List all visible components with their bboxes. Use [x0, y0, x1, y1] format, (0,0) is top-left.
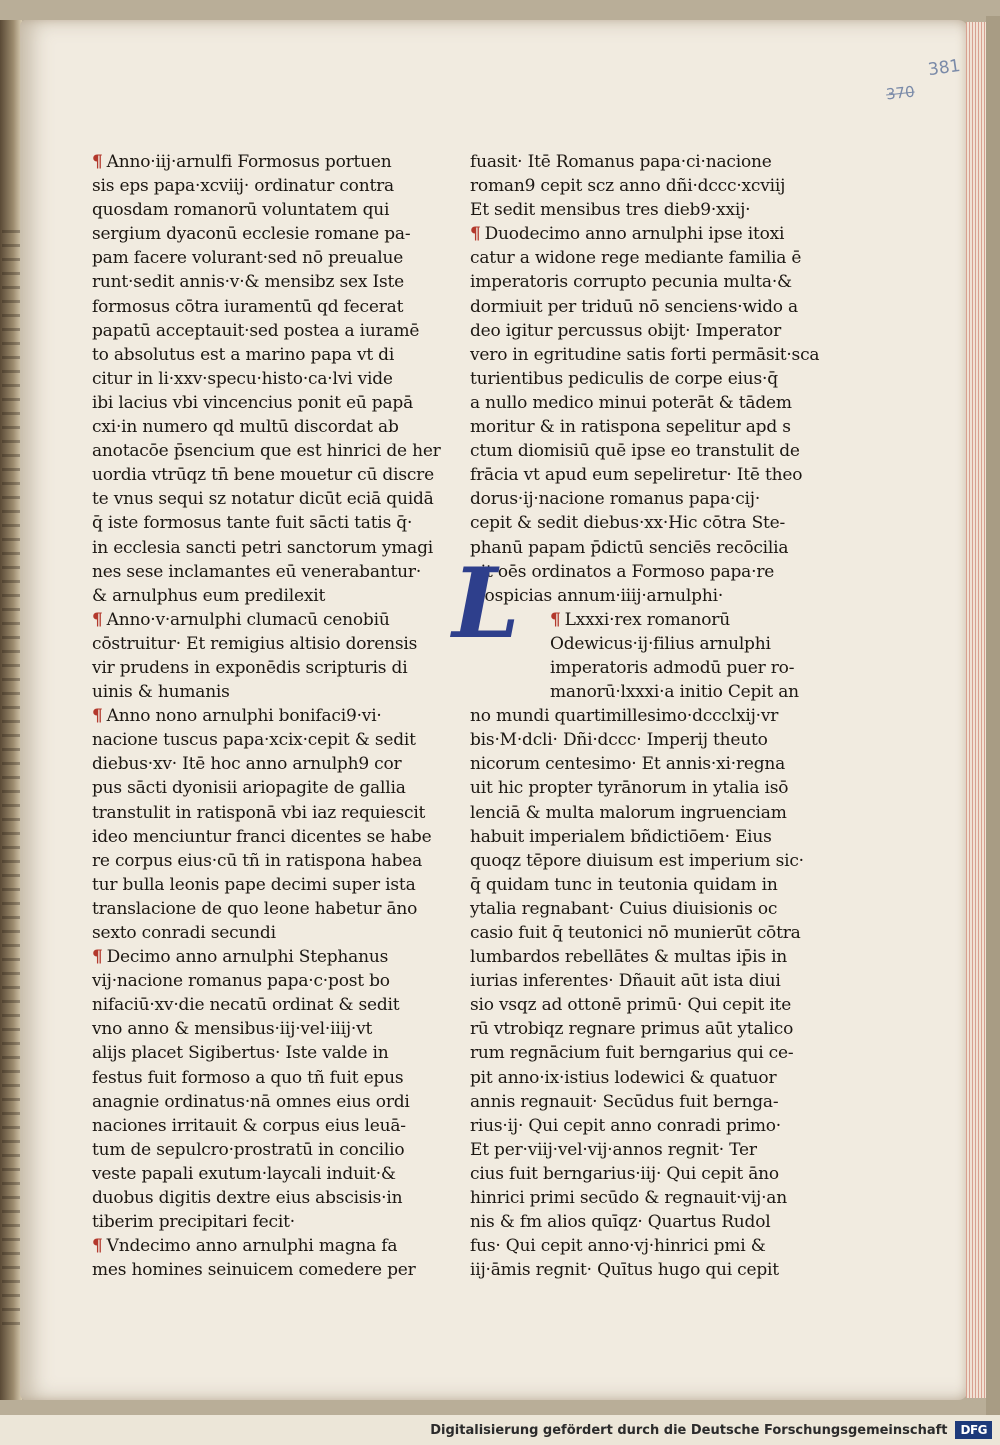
text-line [92, 343, 410, 367]
text-line [92, 921, 410, 945]
line-text: quoqz tēpore diuisum est imperium sic· [470, 850, 804, 871]
text-line [92, 680, 410, 704]
line-text: casio fuit q̄ teutonici nō munierūt cōtra [470, 923, 801, 943]
text-line [470, 921, 801, 945]
line-text: Lxxxi·rex romanorū [564, 609, 730, 630]
text-line [470, 728, 780, 752]
line-text: turientibus pediculis de corpe eius·q̄ [470, 368, 778, 389]
text-line [92, 1258, 416, 1282]
line-text: cepit & sedit diebus·xx·Hic cōtra Ste- [470, 513, 786, 534]
line-text: sio vsqz ad ottonē primū· Qui cepit ite [470, 995, 792, 1016]
line-text: fuasit· Itē Romanus papa·ci·nacione [470, 152, 772, 172]
line-text: rum regnācium fuit berngarius qui ce- [470, 1043, 794, 1064]
text-line [470, 222, 785, 246]
text-line [92, 560, 422, 584]
text-line [92, 776, 410, 800]
line-text: trospicias annum·iiij·arnulphi· [470, 585, 724, 606]
line-text: quosdam romanorū voluntatem qui [92, 200, 390, 221]
text-line [92, 511, 413, 535]
line-text: ytalia regnabant· Cuius diuisionis oc [470, 898, 778, 919]
line-text: papatū acceptauit·sed postea a iuramē [92, 320, 420, 341]
line-text: diebus·xv· Itē hoc anno arnulph9 cor [92, 754, 402, 775]
text-line [470, 752, 786, 776]
line-text: vno anno & mensibus·iij·vel·iiij·vt [92, 1019, 373, 1040]
text-line [470, 270, 792, 294]
text-line [470, 463, 803, 487]
line-text: dorus·ij·nacione romanus papa·cij· [470, 489, 761, 510]
text-line [470, 246, 802, 270]
text-line [470, 945, 788, 969]
text-line [470, 295, 798, 319]
text-line [92, 1090, 410, 1114]
text-line [92, 1066, 410, 1090]
text-line [92, 1234, 410, 1258]
text-line [470, 1186, 787, 1210]
line-text: iij·āmis regnit· Quītus hugo qui cepit [470, 1260, 779, 1281]
text-line [92, 391, 414, 415]
text-line [92, 295, 410, 319]
text-line [92, 993, 410, 1017]
text-line [92, 1017, 410, 1041]
text-line [92, 728, 416, 752]
line-text: nis & fm alios quīqz· Quartus Rudol [470, 1212, 771, 1233]
line-text: ideo menciuntur franci dicentes se habe [92, 826, 432, 847]
text-line [470, 1210, 780, 1234]
text-line [92, 849, 423, 873]
line-text: tur bulla leonis pape decimi super ista [92, 874, 416, 895]
line-text: no mundi quartimillesimo·dccclxij·vr [470, 706, 779, 727]
text-line [92, 270, 410, 294]
text-line [92, 174, 410, 198]
line-text: uinis & humanis [92, 682, 230, 703]
text-line [470, 1234, 780, 1258]
line-text: phanū papam p̄dictū senciēs recōcilia [470, 537, 789, 558]
line-text: rius·ij· Qui cepit anno conradi primo· [470, 1115, 781, 1136]
line-text: cxi·in numero qd multū discordat ab [92, 417, 399, 438]
text-line [92, 1138, 410, 1162]
text-line [470, 391, 792, 415]
line-text: Et per·viij·vel·vij·annos regnit· Ter [470, 1139, 757, 1160]
text-line [470, 319, 780, 343]
text-line [92, 1114, 410, 1138]
text-line [470, 680, 799, 704]
right-text-column [470, 150, 820, 1282]
line-text: q̄ iste formosus tante fuit sācti tatis q̄· [92, 513, 413, 534]
line-text: nifaciū·xv·die necatū ordinat & sedit [92, 995, 400, 1016]
text-line [92, 825, 432, 849]
line-text: formosus cōtra iuramentū qd fecerat [92, 296, 404, 317]
left-text-column [92, 150, 441, 1282]
text-line [470, 367, 780, 391]
line-text: vero in egritudine satis forti permāsit·sca [470, 344, 820, 365]
line-text: uit hic propter tyrānorum in ytalia isō [470, 778, 789, 799]
line-text: Duodecimo anno arnulphi ipse itoxi [484, 224, 785, 245]
line-text: runt·sedit annis·v·& mensibz sex Iste [92, 272, 404, 293]
line-text: vir prudens in exponēdis scripturis di [92, 657, 408, 678]
line-text: deo igitur percussus obijt· Imperator [470, 320, 782, 341]
dfg-logo: DFG [955, 1421, 992, 1439]
line-text: catur a widone rege mediante familia ē [470, 248, 802, 269]
line-text: sexto conradi secundi [92, 923, 276, 943]
text-line [470, 1162, 780, 1186]
text-line [470, 415, 791, 439]
line-text: habuit imperialem bñdictiōem· Eius [470, 826, 772, 847]
text-line [470, 1138, 780, 1162]
line-text: to absolutus est a marino papa vt di [92, 344, 395, 365]
rubric-paragraph-mark: ¶ [470, 224, 481, 245]
line-text: sergium dyaconū ecclesie romane pa- [92, 224, 411, 245]
line-text: Odewicus·ij·filius arnulphi [550, 633, 771, 654]
line-text: nacione tuscus papa·xcix·cepit & sedit [92, 730, 416, 751]
line-text: moritur & in ratispona sepelitur apd s [470, 417, 791, 438]
text-line [92, 222, 410, 246]
text-line [92, 801, 426, 825]
text-line [470, 1114, 780, 1138]
line-text: nes sese inclamantes eū venerabantur· [92, 561, 422, 582]
text-line [470, 1258, 780, 1282]
line-text: iurias inferentes· Dñauit aūt ista diui [470, 971, 781, 992]
line-text: mes homines seinuicem comedere per [92, 1260, 416, 1281]
rubric-paragraph-mark: ¶ [92, 609, 103, 630]
text-line [92, 752, 410, 776]
folio-number: 381 [926, 55, 962, 81]
text-line [470, 343, 820, 367]
text-line [92, 463, 434, 487]
line-text: sis eps papa·xcviij· ordinatur contra [92, 176, 394, 197]
text-line [92, 704, 410, 728]
line-text: lumbardos rebellātes & multas ip̄is in [470, 947, 788, 968]
line-text: Anno nono arnulphi bonifaci9·vi· [106, 706, 382, 727]
line-text: Decimo anno arnulphi Stephanus [106, 947, 389, 968]
text-line [470, 150, 780, 174]
text-line [470, 439, 800, 463]
line-text: re corpus eius·cū tñ in ratispona habea [92, 850, 423, 871]
rubric-paragraph-mark: ¶ [92, 152, 103, 172]
line-text: imperatoris admodū puer ro- [550, 657, 795, 678]
line-text: roman9 cepit scz anno dñi·dccc·xcviij [470, 176, 786, 197]
line-text: ctum diomisiū quē ipse eo transtulit de [470, 441, 800, 462]
line-text: transtulit in ratisponā vbi iaz requiescit [92, 802, 426, 823]
decorated-initial-letter: L [452, 547, 520, 660]
line-text: lenciā & multa malorum ingruenciam [470, 802, 787, 823]
text-line [92, 608, 410, 632]
line-text: q̄ quidam tunc in teutonia quidam in [470, 874, 778, 895]
text-line [92, 897, 418, 921]
line-text: tiberim precipitari fecit· [92, 1212, 295, 1233]
text-line [470, 1041, 794, 1065]
text-line [92, 150, 410, 174]
facing-page-text [2, 230, 20, 1330]
line-text: translacione de quo leone habetur āno [92, 898, 418, 919]
text-line [470, 825, 780, 849]
text-line [470, 801, 787, 825]
line-text: frācia vt apud eum sepeliretur· Itē theo [470, 465, 803, 486]
line-text: nicorum centesimo· Et annis·xi·regna [470, 754, 786, 775]
text-line [92, 1186, 410, 1210]
line-text: te vnus sequi sz notatur dicūt eciā quidā [92, 489, 434, 510]
line-text: anotacōe p̄sencium que est hinrici de her [92, 441, 441, 462]
line-text: duobus digitis dextre eius abscisis·in [92, 1188, 403, 1209]
text-line [92, 439, 441, 463]
text-line [92, 945, 410, 969]
text-line [92, 487, 434, 511]
text-line [470, 969, 780, 993]
line-text: tum de sepulcro·prostratū in concilio [92, 1139, 405, 1160]
text-line [470, 174, 786, 198]
line-text: uit oēs ordinatos a Formoso papa·re [470, 561, 775, 582]
line-text: naciones irritauit & corpus eius leuā- [92, 1115, 406, 1136]
facing-page-edge [0, 20, 22, 1400]
line-text: cius fuit berngarius·iij· Qui cepit āno [470, 1163, 779, 1184]
line-text: in ecclesia sancti petri sanctorum ymagi [92, 537, 434, 558]
text-line [92, 198, 410, 222]
line-text: uordia vtrūqz tn̄ bene mouetur cū discre [92, 465, 434, 486]
text-line [92, 246, 410, 270]
line-text: pam facere volurant·sed nō preualue [92, 248, 404, 269]
text-line [92, 873, 416, 897]
line-text: rū vtrobiqz regnare primus aūt ytalico [470, 1019, 794, 1040]
text-line [92, 969, 410, 993]
text-line [92, 656, 410, 680]
text-line [470, 776, 789, 800]
text-line [92, 1162, 410, 1186]
text-line [470, 487, 780, 511]
text-line [92, 367, 410, 391]
text-line [470, 897, 780, 921]
text-line [92, 1041, 410, 1065]
line-text: vij·nacione romanus papa·c·post bo [92, 971, 390, 992]
text-line [470, 1090, 780, 1114]
page-fore-edge [966, 22, 986, 1398]
line-text: imperatoris corrupto pecunia multa·& [470, 272, 792, 293]
footer-bar [0, 1415, 1000, 1445]
text-line [470, 993, 792, 1017]
line-text: manorū·lxxxi·a initio Cepit an [550, 682, 799, 703]
funding-notice: Digitalisierung gefördert durch die Deutsche Forschungsgemeinschaft [430, 1422, 948, 1438]
line-text: fus· Qui cepit anno·vj·hinrici pmi & [470, 1236, 766, 1257]
line-text: festus fuit formoso a quo tñ fuit epus [92, 1067, 404, 1088]
line-text: annis regnauit· Secūdus fuit bernga- [470, 1091, 779, 1112]
rubric-paragraph-mark: ¶ [92, 1236, 103, 1257]
line-text: Anno·iij·arnulfi Formosus portuen [106, 152, 392, 172]
text-line [92, 536, 434, 560]
line-text: Et sedit mensibus tres dieb9·xxij· [470, 200, 751, 221]
text-line [92, 415, 410, 439]
rubric-paragraph-mark: ¶ [550, 609, 561, 630]
line-text: hinrici primi secūdo & regnauit·vij·an [470, 1188, 787, 1209]
text-line [470, 1017, 794, 1041]
line-text: anagnie ordinatus·nā omnes eius ordi [92, 1091, 410, 1112]
line-text: bis·M·dcli· Dñi·dccc· Imperij theuto [470, 730, 768, 751]
text-line [92, 1210, 410, 1234]
line-text: a nullo medico minui poterāt & tādem [470, 392, 792, 413]
line-text: & arnulphus eum predilexit [92, 585, 326, 606]
text-line [92, 319, 420, 343]
folio-old-number: 370 [885, 82, 916, 104]
text-line [470, 1066, 780, 1090]
text-line [470, 511, 786, 535]
line-text: alijs placet Sigibertus· Iste valde in [92, 1043, 389, 1064]
scan-right-margin [986, 16, 1000, 1416]
line-text: citur in li·xxv·specu·histo·ca·lvi vide [92, 368, 393, 389]
line-text: pit anno·ix·istius lodewici & quatuor [470, 1067, 777, 1088]
line-text: dormiuit per triduū nō senciens·wido a [470, 296, 798, 317]
line-text: pus sācti dyonisii ariopagite de gallia [92, 778, 406, 799]
line-text: ibi lacius vbi vincencius ponit eū papā [92, 392, 414, 413]
line-text: Vndecimo anno arnulphi magna fa [106, 1236, 398, 1257]
rubric-paragraph-mark: ¶ [92, 947, 103, 968]
line-text: veste papali exutum·laycali induit·& [92, 1163, 396, 1184]
text-line [470, 704, 780, 728]
text-line [470, 198, 780, 222]
text-line [470, 873, 780, 897]
rubric-paragraph-mark: ¶ [92, 706, 103, 727]
line-text: cōstruitur· Et remigius altisio dorensis [92, 633, 418, 654]
text-line [92, 584, 410, 608]
line-text: Anno·v·arnulphi clumacū cenobiū [106, 609, 390, 630]
text-line [470, 849, 804, 873]
text-line [92, 632, 418, 656]
